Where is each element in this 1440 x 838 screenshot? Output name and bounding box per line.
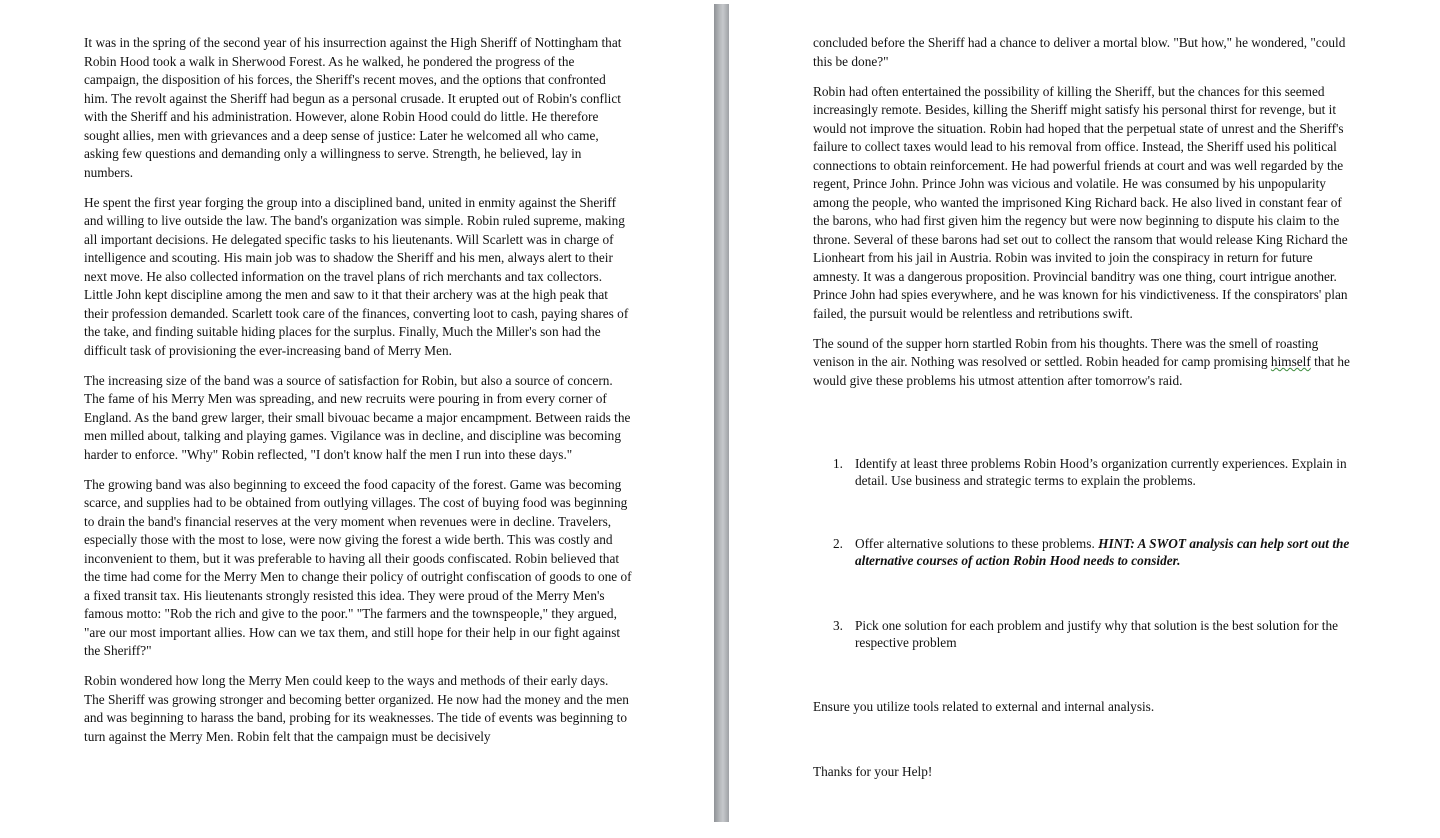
paragraph: He spent the first year forging the group into a disciplined band, united in enmity against the Sheriff and willing to live outside the law. The band's organization was simple. Robin ruled supreme, making all important decisions. He delegated specific tasks to his lieutenants. Will Scarlett was in charge of intelligence and scouting. His main job was to shadow the Sheriff and his men, always alert to their next move. He also collected information on the travel plans of rich merchants and tax collectors. Little John kept discipline among the men and saw to it that their archery was at the high peak that their profession demanded. Scarlett took care of the finances, converting loot to cash, paying shares of the take, and finding suitable hiding places for the surplus. Finally, Much the Miller's son had the difficult task of provisioning the ever-increasing band of Merry Men.: [84, 194, 629, 358]
supper-text-after: that he would give these problems his utmost attention after tomorrow's raid.: [813, 354, 1350, 388]
right-page: [729, 0, 1440, 838]
paragraph: Robin had often entertained the possibility of killing the Sheriff, but the chances for this seemed increasingly remote. Besides, killing the Sheriff might satisfy his personal thirst for revenge, but it would not improve the situation. Robin had hoped that the perpetual state of unrest and the Sheriff's failure to collect taxes would lead to his removal from office. Instead, the Sheriff used his political connections to obtain reinforcement. He had powerful friends at court and was well regarded by the regent, Prince John. Prince John was vicious and volatile. He was consumed by his unpopularity among the people, who wanted the imprisoned King Richard back. He also lived in constant fear of the barons, who had first given him the regency but were now beginning to dispute his claim to the throne. Several of these barons had set out to collect the ransom that would release King Richard the Lionheart from his jail in Austria. Robin was invited to join the conspiracy in return for future amnesty. It was a dangerous proposition. Provincial banditry was one thing, court intrigue another. Prince John had spies everywhere, and he was known for his vindictiveness. If the conspirators' plan failed, the pursuit would be relentless and retributions swift.: [813, 83, 1348, 321]
paragraph: The increasing size of the band was a source of satisfaction for Robin, but also a source of concern. The fame of his Merry Men was spreading, and new recruits were pouring in from every corner of England. As the band grew larger, their small bivouac became a major encampment. Between raids the men milled about, talking and playing games. Vigilance was in decline, and discipline was becoming harder to enforce. "Why" Robin reflected, "I don't know half the men I run into these days.": [84, 372, 631, 462]
continuation-paragraph: concluded before the Sheriff had a chance to deliver a mortal blow. "But how," he wondered, "could this be done?": [813, 35, 1346, 69]
left-page: [0, 0, 714, 838]
supper-text-before: The sound of the supper horn startled Robin from his thoughts. There was the smell of roasting venison in the air. Nothing was resolved or settled. Robin headed for camp promising: [813, 335, 1319, 369]
question-text: [855, 536, 1361, 569]
spellcheck-flagged-word: himself: [1270, 354, 1311, 369]
page-gutter-divider: [714, 4, 729, 822]
question-hint: HINT: A SWOT analysis can help sort out the alternative courses of action Robin Hood needs to consider.: [855, 536, 1350, 568]
right-page-body: [813, 34, 1359, 402]
left-page-body: [84, 34, 632, 758]
question-number: 2.: [833, 536, 843, 551]
thanks-text: Thanks for your Help!: [813, 764, 933, 779]
question-text-main: Offer alternative solutions to these problems.: [855, 536, 1099, 551]
paragraph: Robin wondered how long the Merry Men could keep to the ways and methods of their early days. The Sheriff was growing stronger and becoming better organized. He now had the money and the men and was beginning to harass the band, probing for its weaknesses. The tide of events was beginning to turn against the Merry Men. Robin felt that the campaign must be decisively: [84, 673, 629, 744]
question-number: 1.: [833, 456, 843, 471]
paragraph: It was in the spring of the second year of his insurrection against the High Sheriff of Nottingham that Robin Hood took a walk in Sherwood Forest. As he walked, he pondered the progress of the campaign, the disposition of his forces, the Sheriff's recent moves, and the options that confronted him. The revolt against the Sheriff had begun as a personal crusade. It erupted out of Robin's conflict with the Sheriff and his administration. However, alone Robin Hood could do little. He therefore sought allies, men with grievances and a deep sense of justice: Later he welcomed all who came, asking few questions and demanding only a willingness to serve. Strength, he believed, lay in numbers.: [84, 35, 622, 180]
question-text: Pick one solution for each problem and justify why that solution is the best solution for the respective problem: [855, 618, 1339, 650]
paragraph: [813, 335, 1359, 391]
question-number: 3.: [833, 618, 843, 633]
instruction-text: Ensure you utilize tools related to external and internal analysis.: [813, 699, 1155, 714]
question-text: Identify at least three problems Robin Hood’s organization currently experiences. Explain in detail. Use business and strategic terms to explain the problems.: [855, 456, 1347, 488]
paragraph: The growing band was also beginning to exceed the food capacity of the forest. Game was becoming scarce, and supplies had to be obtained from outlying villages. The cost of buying food was beginning to drain the band's financial reserves at the very moment when revenues were in decline. Travelers, especially those with the most to lose, were now giving the forest a wide berth. This was costly and inconvenient to them, but it was preferable to having all their goods confiscated. Robin believed that the time had come for the Merry Men to change their policy of outright confiscation of goods to one of a fixed transit tax. His lieutenants strongly resisted this idea. They were proud of the Merry Men's famous motto: "Rob the rich and give to the poor." "The farmers and the townspeople," they argued, "are our most important allies. How can we tax them, and still hope for their help in our fight against the Sheriff?": [84, 476, 632, 658]
